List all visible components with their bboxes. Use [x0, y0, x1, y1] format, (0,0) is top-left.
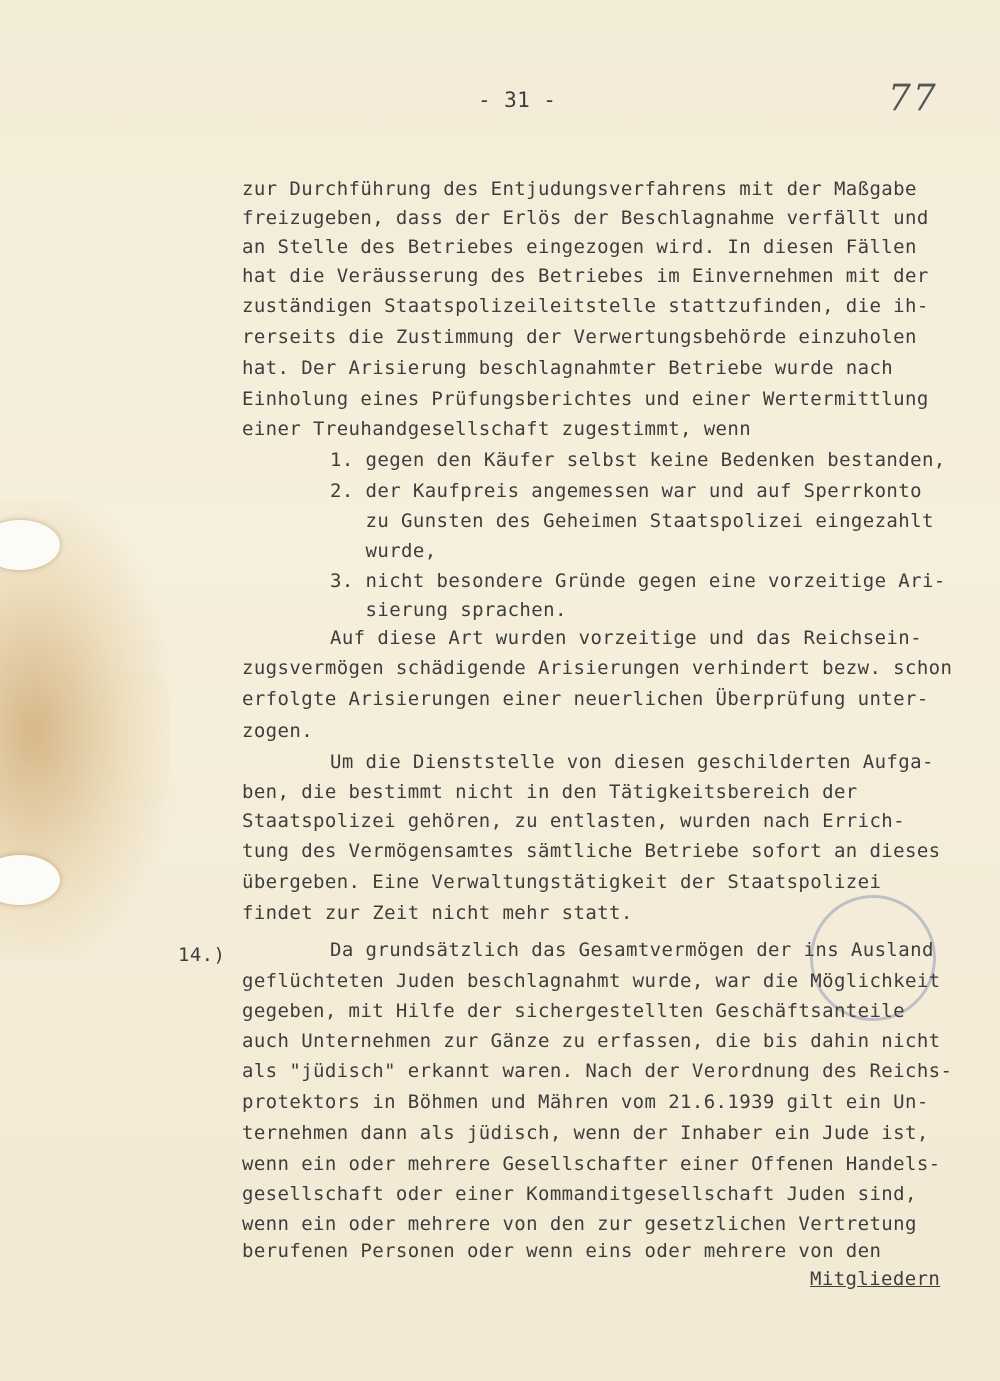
text-line: Einholung eines Prüfungsberichtes und einer Wertermittlung — [242, 388, 929, 410]
text-line: rerseits die Zustimmung der Verwertungsbehörde einzuholen — [242, 326, 917, 348]
text-line: ben, die bestimmt nicht in den Tätigkeitsbereich der — [242, 781, 858, 803]
text-line: hat die Veräusserung des Betriebes im Einvernehmen mit der — [242, 265, 929, 287]
text-line: tung des Vermögensamtes sämtliche Betriebe sofort an dieses — [242, 840, 941, 862]
list-item: 1. gegen den Käufer selbst keine Bedenken bestanden, — [330, 449, 946, 471]
text-line: freizugeben, dass der Erlös der Beschlagnahme verfällt und — [242, 207, 929, 229]
list-item: wurde, — [330, 540, 437, 562]
text-line: gesellschaft oder einer Kommanditgesellschaft Juden sind, — [242, 1183, 917, 1205]
catchword: Mitgliedern — [810, 1268, 941, 1290]
text-line: übergeben. Eine Verwaltungstätigkeit der Staatspolizei — [242, 871, 882, 893]
list-item: zu Gunsten des Geheimen Staatspolizei eingezahlt — [330, 510, 934, 532]
text-line: ternehmen dann als jüdisch, wenn der Inhaber ein Jude ist, — [242, 1122, 929, 1144]
text-line: Auf diese Art wurden vorzeitige und das Reichsein- — [330, 627, 922, 649]
section-number: 14.) — [178, 944, 226, 966]
text-line: berufenen Personen oder wenn eins oder mehrere von den — [242, 1240, 882, 1262]
text-line: zuständigen Staatspolizeileitstelle stattzufinden, die ih- — [242, 295, 929, 317]
text-line: gegeben, mit Hilfe der sichergestellten Geschäftsanteile — [242, 1000, 905, 1022]
handwritten-folio-number: 77 — [888, 78, 938, 119]
text-line: einer Treuhandgesellschaft zugestimmt, wenn — [242, 418, 752, 440]
text-line: zur Durchführung des Entjudungsverfahrens mit der Maßgabe — [242, 178, 917, 200]
text-line: erfolgte Arisierungen einer neuerlichen Überprüfung unter- — [242, 688, 929, 710]
text-line: wenn ein oder mehrere Gesellschafter einer Offenen Handels- — [242, 1153, 941, 1175]
list-item: sierung sprachen. — [330, 599, 567, 621]
text-line: zugsvermögen schädigende Arisierungen verhindert bezw. schon — [242, 657, 953, 679]
text-line: geflüchteten Juden beschlagnahmt wurde, war die Möglichkeit — [242, 970, 941, 992]
page-number: - 31 - — [478, 88, 557, 112]
text-line: zogen. — [242, 720, 314, 742]
text-line: an Stelle des Betriebes eingezogen wird. In diesen Fällen — [242, 236, 917, 258]
text-line: als "jüdisch" erkannt waren. Nach der Verordnung des Reichs- — [242, 1060, 953, 1082]
text-line: wenn ein oder mehrere von den zur gesetzlichen Vertretung — [242, 1213, 917, 1235]
text-line: Um die Dienststelle von diesen geschilderten Aufga- — [330, 751, 934, 773]
text-line: auch Unternehmen zur Gänze zu erfassen, die bis dahin nicht — [242, 1030, 941, 1052]
text-line: hat. Der Arisierung beschlagnahmter Betriebe wurde nach — [242, 357, 894, 379]
list-item: 2. der Kaufpreis angemessen war und auf Sperrkonto — [330, 480, 922, 502]
list-item: 3. nicht besondere Gründe gegen eine vorzeitige Ari- — [330, 570, 946, 592]
text-line: Da grundsätzlich das Gesamtvermögen der ins Ausland — [330, 939, 934, 961]
text-line: Staatspolizei gehören, zu entlasten, wurden nach Errich- — [242, 810, 905, 832]
text-line: findet zur Zeit nicht mehr statt. — [242, 902, 633, 924]
text-line: protektors in Böhmen und Mähren vom 21.6.1939 gilt ein Un- — [242, 1091, 929, 1113]
